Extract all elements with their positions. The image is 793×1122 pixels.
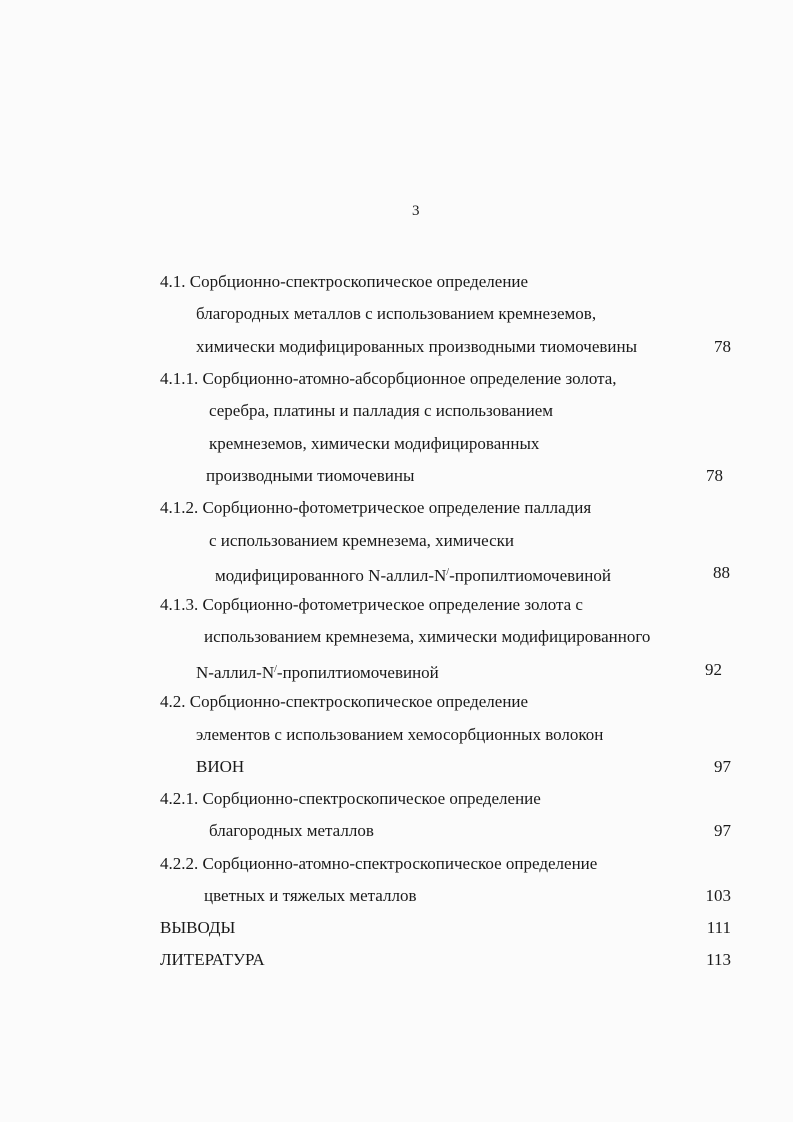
- toc-4-2-line-1: 4.2. Сорбционно-спектроскопическое определение: [160, 692, 529, 711]
- toc-4-2-1-line-2: благородных металлов: [209, 821, 374, 840]
- toc-4-1-2-line-3-b: -пропилтиомочевиной: [449, 566, 611, 585]
- toc-4-1-line-2: благородных металлов с использованием кремнеземов,: [196, 304, 597, 323]
- prime-mark: /: [446, 567, 450, 578]
- toc-4-1-3-line-2: использованием кремнезема, химически модифицированного: [204, 627, 651, 646]
- toc-4-2-2-line-1: 4.2.2. Сорбционно-атомно-спектроскопическое определение: [160, 854, 598, 873]
- toc-4-2-1-line-1: 4.2.1. Сорбционно-спектроскопическое определение: [160, 789, 541, 808]
- toc-4-2-line-3: ВИОН: [196, 757, 245, 776]
- toc-4-1-2-line-2: с использованием кремнезема, химически: [209, 531, 514, 550]
- toc-4-2-2-line-2: цветных и тяжелых металлов: [204, 886, 417, 905]
- toc-4-1-2-line-1: 4.1.2. Сорбционно-фотометрическое определение палладия: [160, 498, 592, 517]
- toc-4-1-1-line-3: кремнеземов, химически модифицированных: [209, 434, 540, 453]
- toc-4-1-1-line-2: серебра, платины и палладия с использованием: [209, 401, 554, 420]
- toc-4-1-2-page: 88: [713, 563, 730, 582]
- toc-4-2-line-2: элементов с использованием хемосорбционных волокон: [196, 725, 604, 744]
- toc-4-1-3-line-3-b: -пропилтиомочевиной: [276, 663, 439, 682]
- toc-literature-page: 113: [706, 950, 731, 969]
- toc-conclusions: ВЫВОДЫ: [160, 918, 236, 937]
- toc-literature: ЛИТЕРАТУРА: [160, 950, 265, 969]
- toc-4-1-2-line-3-a: модифицированного N-аллил-N: [215, 566, 447, 585]
- toc-conclusions-page: 111: [706, 918, 731, 937]
- toc-4-1-3-line-3-a: N-аллил-N: [196, 663, 275, 682]
- toc-4-1-1-page: 78: [706, 466, 723, 485]
- prime-mark: /: [274, 664, 277, 675]
- toc-4-2-2-page: 103: [705, 886, 731, 905]
- toc-4-1-page: 78: [714, 337, 731, 356]
- toc-4-2-page: 97: [714, 757, 731, 776]
- toc-4-1-1-line-4: производными тиомочевины: [206, 466, 415, 485]
- toc-4-1-3-page: 92: [705, 660, 722, 679]
- toc-4-1-3-line-1: 4.1.3. Сорбционно-фотометрическое определение золота с: [160, 595, 583, 614]
- toc-4-1-2-line-3: [215, 563, 611, 586]
- page-number: 3: [412, 203, 420, 219]
- toc-4-2-1-page: 97: [714, 821, 731, 840]
- toc-4-1-3-line-3: [196, 660, 439, 683]
- toc-4-1-line-3: химически модифицированных производными тиомочевины: [196, 337, 638, 356]
- toc-4-1-1-line-1: 4.1.1. Сорбционно-атомно-абсорбционное определение золота,: [160, 369, 617, 388]
- toc-4-1-line-1: 4.1. Сорбционно-спектроскопическое определение: [160, 272, 529, 291]
